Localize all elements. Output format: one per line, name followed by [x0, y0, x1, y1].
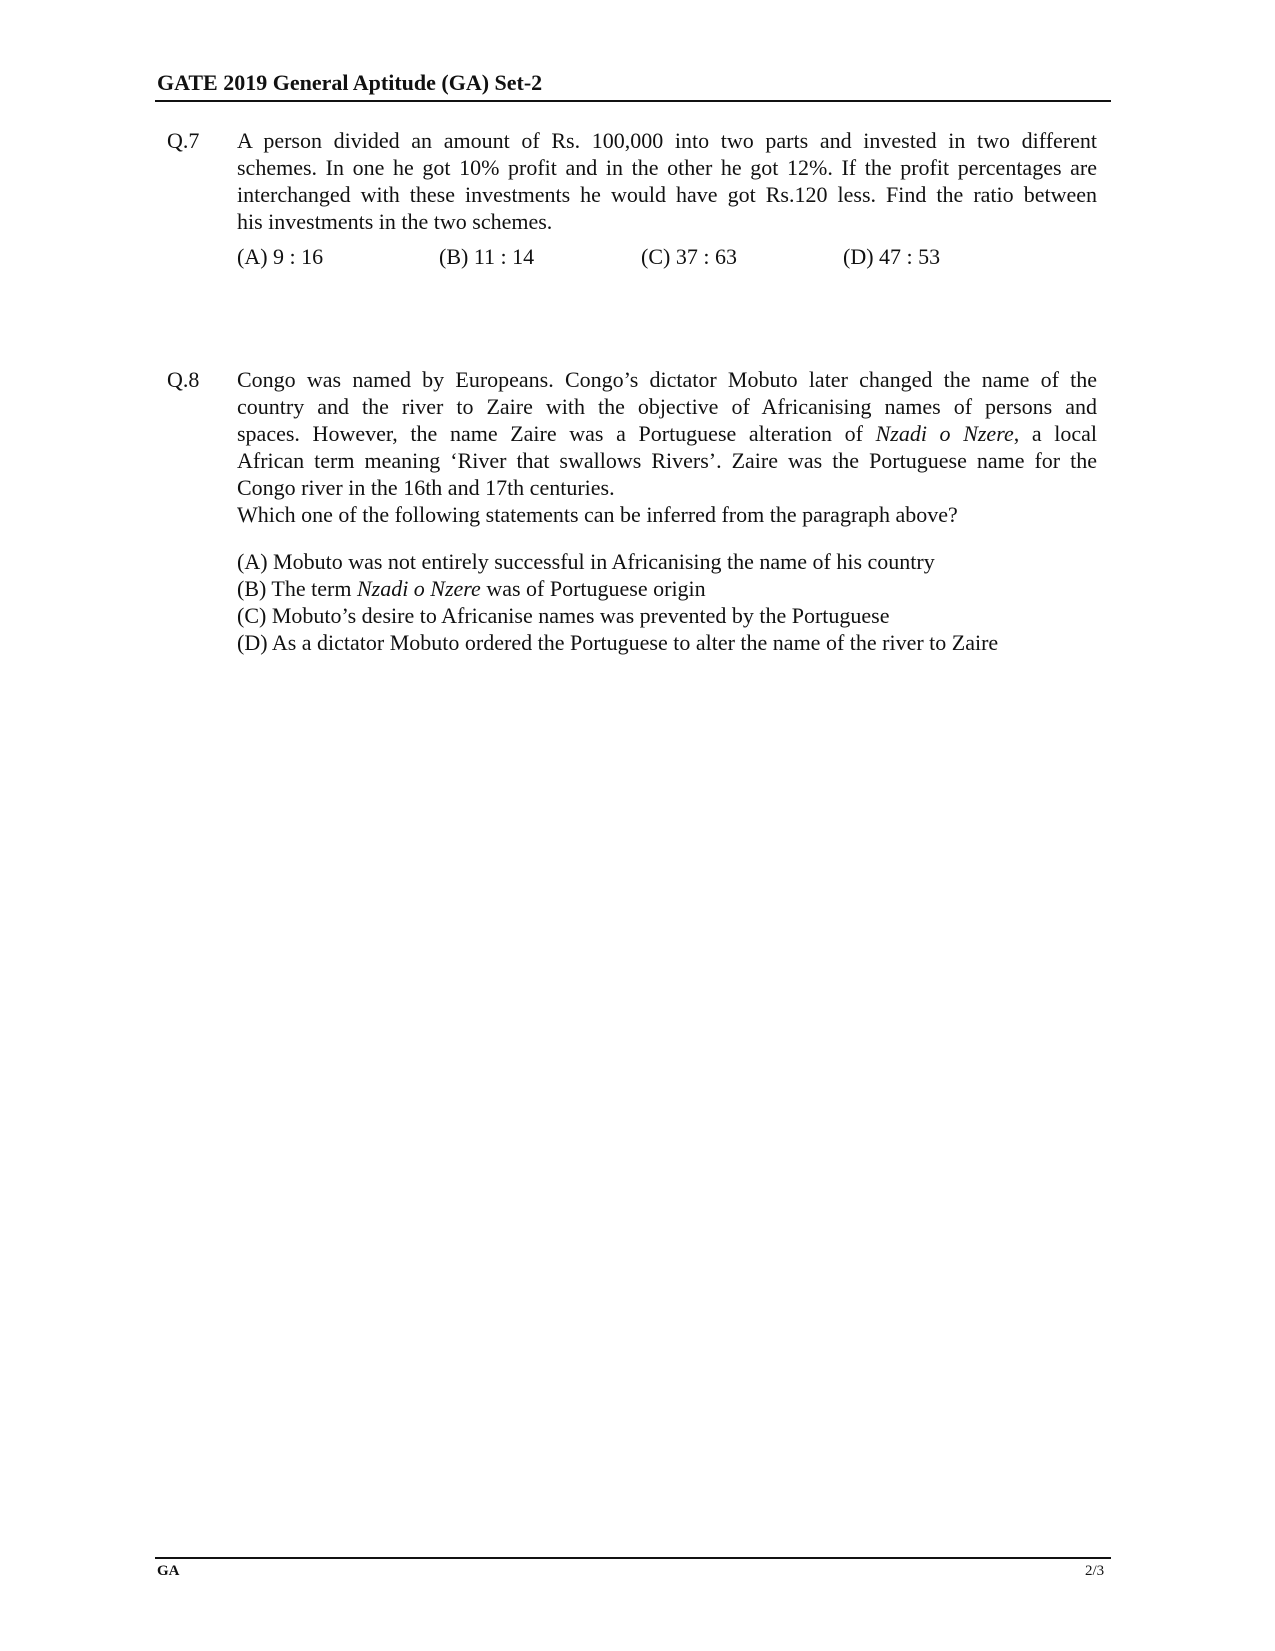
question-8 — [167, 366, 1097, 666]
option-a: (A) 9 : 16 — [237, 244, 324, 269]
question-line: country and the river to Zaire with the objective of Africanising names of persons and — [237, 394, 1097, 419]
option-b — [237, 575, 998, 602]
option-part: was of Portuguese origin — [480, 576, 706, 601]
italic-term: Nzadi o Nzere — [356, 576, 481, 601]
question-prompt: Which one of the following statements can be inferred from the paragraph above? — [237, 502, 958, 527]
question-7 — [167, 127, 1097, 277]
question-text — [237, 366, 1097, 528]
option-part: (B) The term — [237, 576, 357, 601]
option-c: (C) Mobuto’s desire to Africanise names was prevented by the Portuguese — [237, 603, 890, 628]
option-c: (C) 37 : 63 — [641, 244, 737, 269]
question-line: Congo was named by Europeans. Congo’s dictator Mobuto later changed the name of the — [237, 367, 1097, 392]
question-line: Congo river in the 16th and 17th centuries. — [237, 475, 615, 500]
question-number: Q.8 — [167, 367, 200, 392]
question-text — [237, 127, 1097, 235]
option-b: (B) 11 : 14 — [439, 244, 535, 269]
header-title: GATE 2019 General Aptitude (GA) Set-2 — [157, 70, 543, 95]
answer-options — [237, 548, 998, 656]
question-line: African term meaning ‘River that swallows Rivers’. Zaire was the Portuguese name for the — [237, 448, 1097, 473]
question-line: A person divided an amount of Rs. 100,000 into two parts and invested in two different — [237, 128, 1097, 153]
footer-subject: GA — [157, 1563, 180, 1579]
question-line: interchanged with these investments he would have got Rs.120 less. Find the ratio between — [237, 182, 1097, 207]
question-line: schemes. In one he got 10% profit and in the other he got 12%. If the profit percentages are — [237, 155, 1097, 180]
question-line-part: spaces. However, the name Zaire was a Portuguese alteration of — [237, 421, 876, 446]
footer-divider — [155, 1557, 1111, 1559]
question-line — [237, 420, 1097, 447]
italic-term: Nzadi o Nzere — [875, 421, 1014, 446]
option-d: (D) 47 : 53 — [843, 244, 941, 269]
question-line: his investments in the two schemes. — [237, 209, 553, 234]
option-a: (A) Mobuto was not entirely successful in Africanising the name of his country — [237, 549, 935, 574]
page-number: 2/3 — [1085, 1563, 1105, 1579]
question-number: Q.7 — [167, 128, 200, 153]
option-d: (D) As a dictator Mobuto ordered the Portuguese to alter the name of the river to Zaire — [237, 630, 999, 655]
page-header — [155, 66, 1111, 102]
question-line-part: , a local — [1013, 421, 1098, 446]
